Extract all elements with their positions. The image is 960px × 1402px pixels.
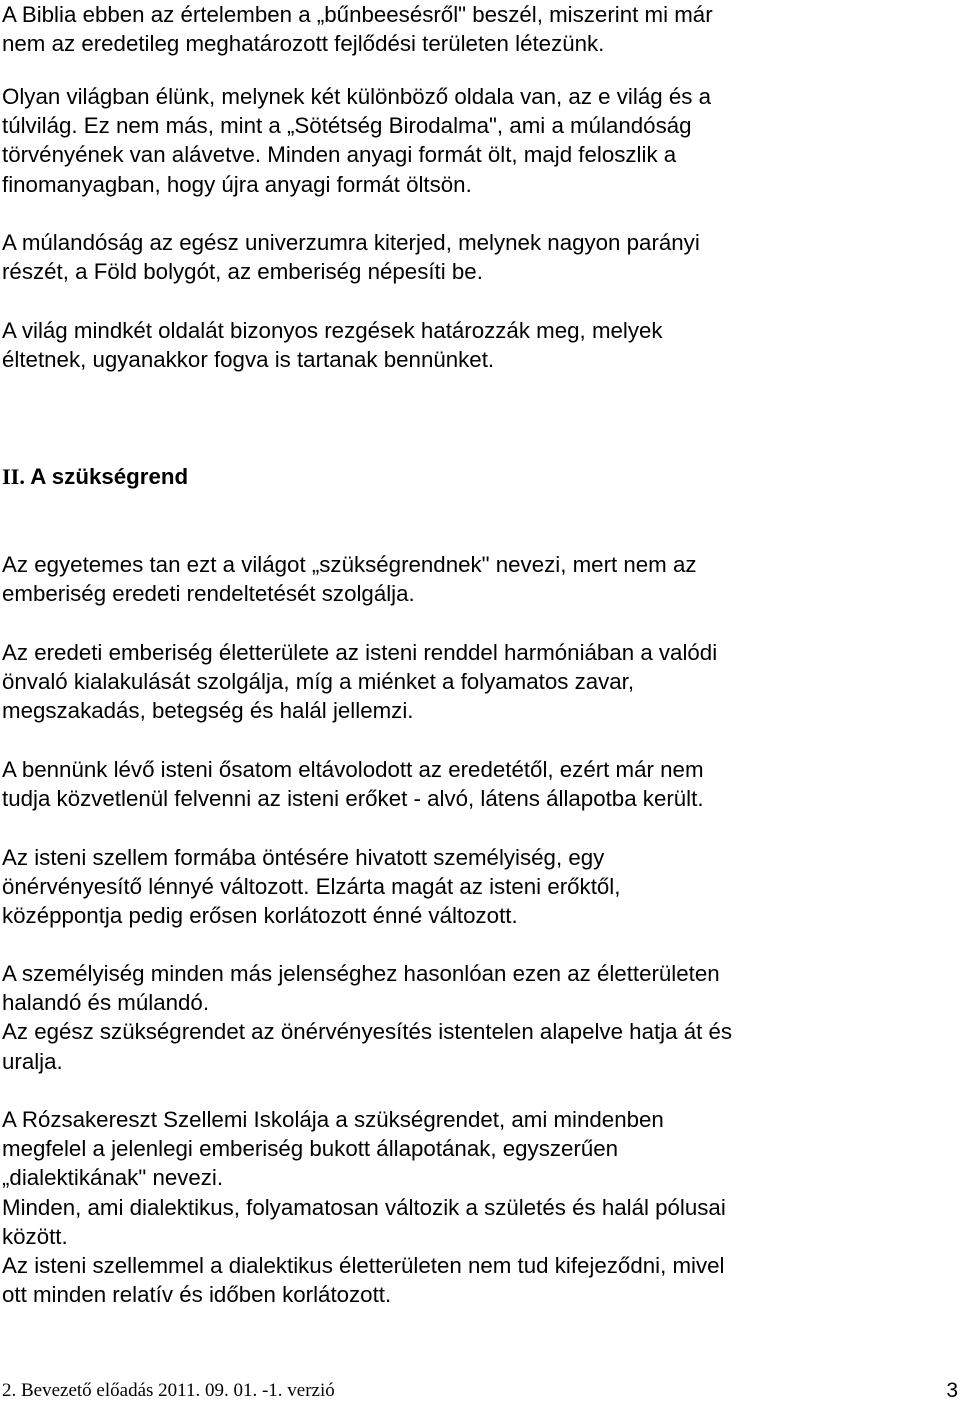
text-line: túlvilág. Ez nem más, mint a „Sötétség Birodalma", ami a múlandóság — [2, 113, 692, 139]
text-line: A Rózsakereszt Szellemi Iskolája a szükségrendet, ami mindenben — [2, 1107, 664, 1132]
text-line: között. — [2, 1223, 68, 1249]
footer-title: 2. Bevezető előadás 2011. 09. 01. -1. verzió — [2, 1380, 335, 1401]
text-line: részét, a Föld bolygót, az emberiség népesíti be. — [2, 259, 483, 285]
text-line: önérvényesítő lénnyé változott. Elzárta magát az isteni erőktől, — [2, 874, 621, 900]
text-line: A személyiség minden más jelenséghez hasonlóan ezen az életterületen — [2, 961, 720, 986]
section-title: A szükségrend — [24, 464, 189, 489]
text-line: A bennünk lévő isteni ősatom eltávolodott az eredetétől, ezért már nem — [2, 757, 704, 782]
text-line: A világ mindkét oldalát bizonyos rezgések határozzák meg, melyek — [2, 318, 663, 343]
page-footer — [0, 1380, 960, 1402]
text-line: törvényének van alávetve. Minden anyagi formát ölt, majd feloszlik a — [2, 142, 677, 168]
text-line: „dialektikának" nevezi. — [2, 1165, 224, 1191]
paragraph-two-sides-world — [2, 82, 711, 199]
text-line: középpontja pedig erősen korlátozott énné változott. — [2, 903, 518, 929]
paragraph-original-humanity — [2, 638, 717, 726]
text-line: A múlandóság az egész univerzumra kiterjed, melynek nagyon parányi — [2, 230, 700, 255]
text-line: Az egész szükségrendet az önérvényesítés istentelen alapelve hatja át és — [2, 1019, 733, 1045]
paragraph-transience-universe — [2, 228, 700, 286]
text-line: megszakadás, betegség és halál jellemzi. — [2, 698, 414, 724]
paragraph-personality — [2, 843, 620, 931]
text-line: Az egyetemes tan ezt a világot „szükségrendnek" nevezi, mert nem az — [2, 552, 697, 577]
text-line: emberiség eredeti rendeltetését szolgálja. — [2, 581, 415, 607]
text-line: uralja. — [2, 1048, 63, 1074]
text-line: Olyan világban élünk, melynek két különböző oldala van, az e világ és a — [2, 84, 711, 109]
text-line: éltetnek, ugyanakkor fogva is tartanak bennünket. — [2, 347, 495, 373]
text-line: halandó és múlandó. — [2, 990, 210, 1016]
text-line: Minden, ami dialektikus, folyamatosan változik a születés és halál pólusai — [2, 1194, 726, 1220]
text-line: megfelel a jelenlegi emberiség bukott állapotának, egyszerűen — [2, 1136, 619, 1162]
paragraph-necessity-order — [2, 550, 697, 608]
paragraph-vibrations — [2, 316, 663, 374]
section-numeral: II. — [2, 464, 25, 489]
text-line: A Biblia ebben az értelemben a „bűnbeesésről" beszél, miszerint mi már — [2, 2, 713, 27]
paragraph-divine-atom — [2, 755, 704, 813]
paragraph-mortal — [2, 959, 732, 1076]
text-line: Az isteni szellem formába öntésére hivatott személyiség, egy — [2, 845, 605, 870]
paragraph-bible-fall — [2, 0, 713, 58]
section-heading — [2, 462, 188, 491]
text-line: finomanyagban, hogy újra anyagi formát öltsön. — [2, 171, 472, 197]
paragraph-rosicrucian — [2, 1105, 726, 1309]
text-line: nem az eredetileg meghatározott fejlődési területen létezünk. — [2, 31, 605, 57]
text-line: ott minden relatív és időben korlátozott. — [2, 1282, 392, 1308]
page-number: 3 — [946, 1379, 958, 1402]
text-line: önvaló kialakulását szolgálja, míg a miénket a folyamatos zavar, — [2, 669, 635, 695]
text-line: tudja közvetlenül felvenni az isteni erőket - alvó, látens állapotba került. — [2, 786, 704, 812]
text-line: Az isteni szellemmel a dialektikus életterületen nem tud kifejeződni, mivel — [2, 1253, 725, 1279]
text-line: Az eredeti emberiség életterülete az isteni renddel harmóniában a valódi — [2, 640, 718, 665]
